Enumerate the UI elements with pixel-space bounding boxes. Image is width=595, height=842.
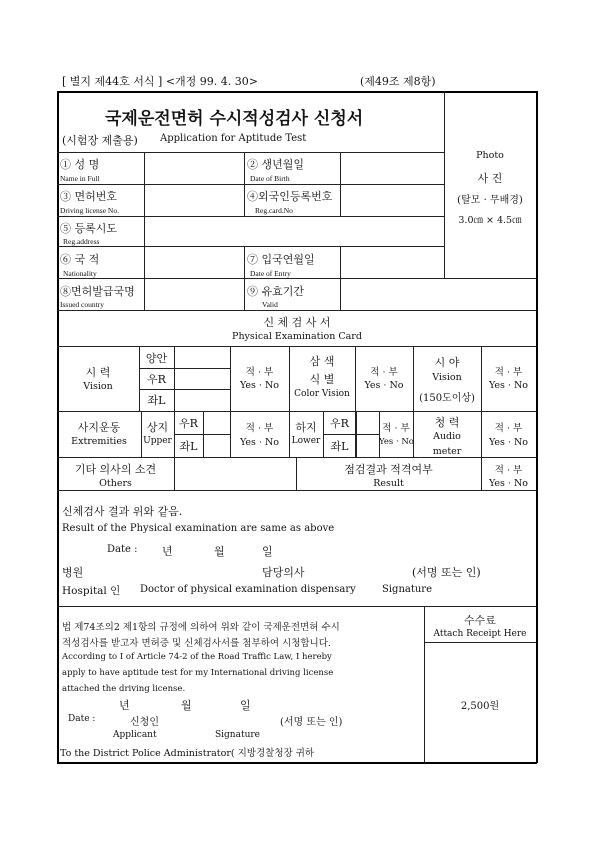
doctor-label: 담당의사 bbox=[262, 566, 305, 579]
vision-label-en: Vision bbox=[83, 381, 113, 392]
valid-label: ⑨ 유효기간 bbox=[247, 285, 305, 298]
result-fit[interactable]: 적 · 부 bbox=[494, 465, 523, 476]
color-vision-label-en: Color Vision bbox=[294, 389, 350, 399]
extremities-label-en: Extremities bbox=[71, 436, 127, 447]
vision-right-label: 우R bbox=[147, 373, 166, 386]
application-en-line3: attached the driving license. bbox=[62, 684, 186, 694]
color-vision-fit[interactable]: 적 · 부 bbox=[370, 367, 398, 378]
field-vision-degree: (150도이상) bbox=[419, 393, 475, 404]
issued-country-label: ⑧면허발급국명 bbox=[60, 285, 135, 298]
photo-condition: (탈모 · 무배경) bbox=[457, 195, 523, 206]
license-field[interactable] bbox=[145, 185, 243, 215]
hearing-label-en-2: meter bbox=[432, 446, 462, 457]
regcard-label: ④외국인등록번호 bbox=[247, 190, 333, 203]
upper-fit[interactable]: 적 · 부 bbox=[245, 423, 274, 434]
photo-label-en: Photo bbox=[476, 150, 504, 161]
others-label: 기타 의사의 소견 bbox=[74, 463, 157, 476]
applicant-sign-label: (서명 또는 인) bbox=[280, 717, 343, 728]
result-fit-en: Yes · No bbox=[488, 478, 529, 489]
addressee: To the District Police Administrator( 지방경찰청장 귀하 bbox=[60, 748, 315, 759]
lower-label-en: Lower bbox=[291, 436, 321, 446]
lower-fit-en: Yes · No bbox=[379, 437, 414, 447]
statement-day: 일 bbox=[262, 545, 273, 558]
others-label-en: Others bbox=[99, 478, 132, 489]
exam-title: 신 체 검 사 서 bbox=[263, 316, 331, 329]
field-vision-label-en: Vision bbox=[432, 372, 462, 383]
hospital-label-en: Hospital 인 bbox=[62, 585, 121, 597]
doctor-sign-label: (서명 또는 인) bbox=[412, 566, 481, 579]
lower-label: 하지 bbox=[295, 421, 317, 434]
vision-fit[interactable]: 적 · 부 bbox=[245, 367, 274, 378]
application-en-line2: apply to have aptitude test for my International driving license bbox=[62, 668, 334, 678]
dob-label: ② 생년월일 bbox=[247, 158, 305, 171]
upper-fit-en: Yes · No bbox=[239, 437, 280, 448]
hearing-label-en-1: Audio bbox=[433, 431, 461, 442]
fee-label-en: Attach Receipt Here bbox=[433, 629, 527, 639]
license-label-en: Driving license No. bbox=[60, 206, 119, 215]
nationality-label: ⑥ 국 적 bbox=[60, 253, 100, 266]
upper-label-en: Upper bbox=[143, 436, 172, 446]
fee-amount: 2,500원 bbox=[460, 701, 500, 712]
nationality-label-en: Nationality bbox=[63, 269, 97, 278]
applicant-label: 신청인 bbox=[130, 717, 159, 728]
field-vision-label: 시 야 bbox=[434, 356, 460, 369]
statement-date-label: Date : bbox=[107, 544, 138, 555]
color-vision-fit-en: Yes · No bbox=[364, 380, 404, 391]
valid-field[interactable] bbox=[341, 279, 536, 309]
name-label: ① 성 명 bbox=[60, 158, 100, 171]
lower-left-label: 좌L bbox=[330, 440, 349, 453]
color-vision-label-1: 삼 색 bbox=[309, 355, 335, 368]
issued-country-field[interactable] bbox=[145, 279, 243, 309]
photo-size: 3.0㎝ × 4.5㎝ bbox=[458, 215, 522, 226]
upper-right-label: 우R bbox=[179, 417, 198, 430]
name-field[interactable] bbox=[145, 153, 243, 183]
hearing-fit-en: Yes · No bbox=[488, 437, 529, 448]
issued-country-label-en: Issued country bbox=[60, 300, 104, 309]
others-field[interactable] bbox=[175, 458, 295, 489]
statement-en: Result of the Physical examination are same as above bbox=[62, 523, 335, 534]
result-label-en: Result bbox=[373, 478, 404, 489]
dob-label-en: Date of Birth bbox=[250, 174, 290, 183]
hearing-label: 청 력 bbox=[434, 416, 460, 429]
application-month: 월 bbox=[181, 699, 192, 712]
regcard-field[interactable] bbox=[341, 185, 443, 215]
fee-label: 수수료 bbox=[464, 614, 496, 627]
valid-label-en: Valid bbox=[262, 300, 278, 309]
lower-right-label: 우R bbox=[330, 417, 349, 430]
lower-fit[interactable]: 적 · 부 bbox=[382, 423, 410, 434]
vision-both-label: 양안 bbox=[145, 352, 168, 365]
application-kr-line2: 적성검사를 받고자 면허증 및 신체검사서를 첨부하여 시청합니다. bbox=[62, 638, 331, 649]
vision-fit-en: Yes · No bbox=[239, 380, 280, 391]
field-vision-fit[interactable]: 적 · 부 bbox=[494, 367, 523, 378]
result-label: 점검결과 적격여부 bbox=[344, 463, 433, 476]
vision-left-label: 좌L bbox=[147, 394, 166, 407]
application-en-line1: According to I of Article 74-2 of the Road Traffic Law, I hereby bbox=[62, 652, 332, 662]
photo-label-kr: 사 진 bbox=[477, 172, 503, 185]
vision-label: 시 력 bbox=[85, 366, 111, 379]
address-label: ⑤ 등록시도 bbox=[60, 222, 118, 235]
form-number: [ 별지 제44호 서식 ] <개정 99. 4. 30> bbox=[62, 75, 258, 88]
field-vision-fit-en: Yes · No bbox=[488, 380, 529, 391]
statement-month: 월 bbox=[214, 545, 225, 558]
doctor-sign-label-en: Signature bbox=[382, 584, 433, 595]
dob-field[interactable] bbox=[341, 153, 443, 183]
name-label-en: Name in Full bbox=[60, 174, 100, 183]
entry-date-field[interactable] bbox=[341, 247, 536, 277]
application-year: 년 bbox=[119, 699, 130, 712]
application-date-label: Date : bbox=[68, 714, 96, 724]
form-title: 국제운전면허 수시적성검사 신청서 bbox=[105, 109, 364, 129]
upper-label: 상지 bbox=[146, 421, 169, 434]
article-reference: (제49조 제8항) bbox=[360, 75, 436, 88]
form-subtitle-kr: (시험장 제출용) bbox=[62, 134, 138, 147]
doctor-label-en: Doctor of physical examination dispensary bbox=[140, 584, 356, 595]
applicant-sign-label-en: Signature bbox=[215, 730, 261, 740]
hearing-fit[interactable]: 적 · 부 bbox=[494, 423, 523, 434]
hospital-label: 병원 bbox=[62, 566, 84, 579]
color-vision-label-2: 식 별 bbox=[309, 373, 335, 386]
statement-year: 년 bbox=[162, 545, 173, 558]
entry-date-label: ⑦ 입국연월일 bbox=[247, 253, 315, 266]
regcard-label-en: Reg.card.No bbox=[255, 206, 293, 215]
license-label: ③ 면허번호 bbox=[60, 190, 118, 203]
applicant-label-en: Applicant bbox=[113, 730, 157, 740]
statement-kr: 신체검사 결과 위와 같음. bbox=[62, 505, 183, 518]
entry-date-label-en: Date of Entry bbox=[250, 269, 291, 278]
application-day: 일 bbox=[240, 699, 251, 712]
extremities-label: 사지운동 bbox=[77, 421, 121, 434]
address-field[interactable] bbox=[145, 217, 443, 245]
application-kr-line1: 법 제74조의2 제1항의 규정에 의하여 위와 같이 국제운전면허 수시 bbox=[62, 622, 340, 633]
upper-left-label: 좌L bbox=[179, 440, 198, 453]
address-label-en: Reg.address bbox=[63, 237, 100, 246]
nationality-field[interactable] bbox=[145, 247, 243, 277]
exam-title-en: Physical Examination Card bbox=[232, 331, 362, 342]
form-subtitle-en: Application for Aptitude Test bbox=[160, 133, 307, 144]
